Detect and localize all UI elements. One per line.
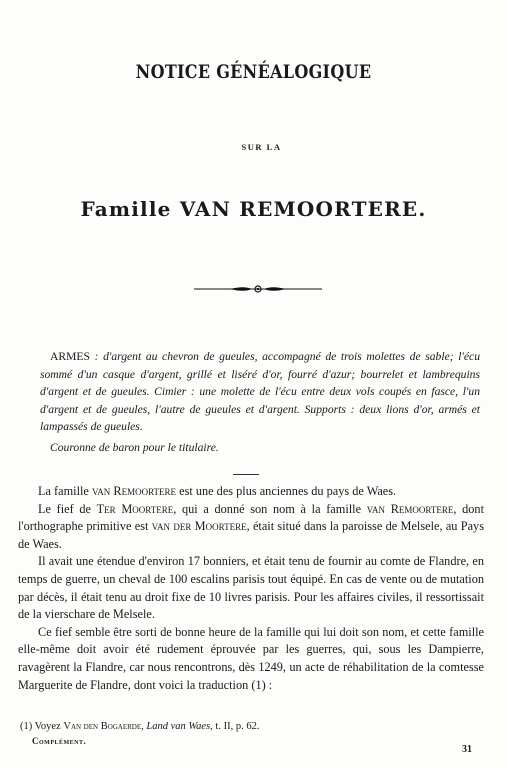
page-number: 31 bbox=[462, 744, 472, 755]
paragraph-1: La famille van Remoortere est une des plus anciennes du pays de Waes. bbox=[38, 484, 397, 498]
footnote-complement: Complément. bbox=[32, 736, 87, 746]
footnote bbox=[20, 720, 490, 748]
arms-label: ARMES bbox=[50, 350, 90, 363]
paragraph-4: Ce fief semble être sorti de bonne heure de la famille qui lui doit son nom, et cette famille elle-même doit avoir été rudement éprouvée par les guerres, qui, sous les Dampierre, ravagèrent la Flandre, car nous rencontrons, dès 1249, un acte de réhabilitation de la comtesse Marguerite de Flandre, dont voici la traduction (1) : bbox=[18, 624, 484, 692]
family-title: Famille VAN REMOORTERE. bbox=[80, 197, 427, 221]
paragraph-3: Il avait une étendue d'environ 17 bonniers, et était tenu de fournir au comte de Flandre, en temps de guerre, un cheval de 100 escalins parisis tout équipé. En cas de vente ou de mutation par décès, il était tenu au droit fixe de 10 livres parisis. Pour les affaires civiles, il ressortissait de la vierschare de Melsele. bbox=[18, 554, 484, 622]
paragraph-2: Le fief de Ter Moortere, qui a donné son nom à la famille van Remoortere, dont l'orthographe primitive est van der Moortere, était situé dans la paroisse de Melsele, au Pays de Waes. bbox=[18, 501, 484, 551]
arms-description bbox=[40, 348, 480, 436]
ornament-divider-icon bbox=[194, 284, 322, 294]
section-divider bbox=[233, 474, 259, 475]
footnote-reference: (1) Voyez Van den Bogaerde, Land van Waes, t. II, p. 62. bbox=[20, 721, 260, 732]
arms-text: : d'argent au chevron de gueules, accompagné de trois molettes de sable; l'écu sommé d'un casque d'argent, grillé et liséré d'or, fourré d'azur; bourrelet et lambrequins d'argent et de gueules. Cimier : une molette de l'écu entre deux vols coupés en fasce, l'un d'argent et de gueules, l'autre de gueules et d'argent. Supports : deux lions d'or, armés et lampassés de gueules. bbox=[40, 350, 480, 433]
body-text bbox=[18, 483, 484, 694]
page-subtitle: SUR LA bbox=[241, 142, 282, 152]
page-title: NOTICE GÉNÉALOGIQUE bbox=[135, 60, 372, 83]
crown-note: Couronne de baron pour le titulaire. bbox=[50, 441, 219, 454]
